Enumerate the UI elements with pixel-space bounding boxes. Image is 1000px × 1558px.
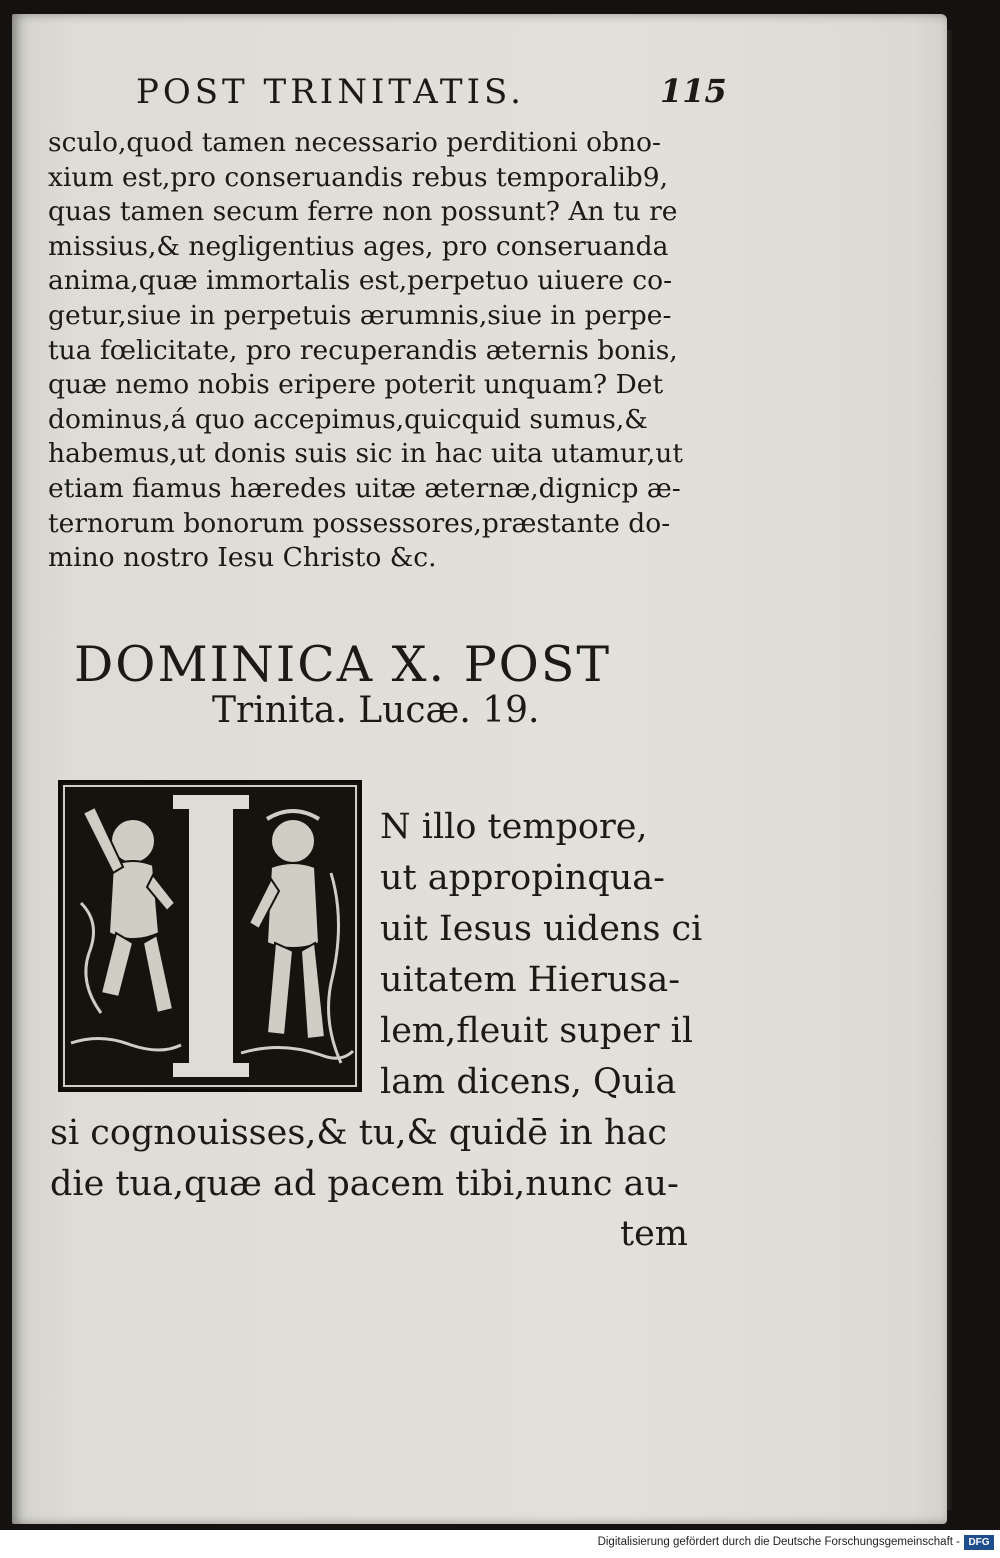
text-line: getur,siue in perpetuis ærumnis,siue in perpe-	[48, 299, 672, 331]
dfg-logo-icon: DFG	[964, 1535, 994, 1550]
text-line: N illo tempore,	[380, 807, 648, 847]
text-line: lam dicens, Quia	[380, 1062, 677, 1102]
text-line: ternorum bonorum possessores,præstante do-	[48, 507, 671, 539]
running-head: POST TRINITATIS.	[136, 72, 525, 112]
text-line: etiam fiamus hæredes uitæ æternæ,dignicp æ-	[48, 472, 681, 504]
text-line: xium est,pro conseruandis rebus temporalib9,	[48, 161, 669, 193]
decorated-initial	[58, 780, 362, 1092]
footer	[0, 1530, 1000, 1558]
text-line: lem,fleuit super il	[380, 1011, 694, 1051]
paragraph-continuation	[50, 1108, 679, 1210]
section-subheading: Trinita. Lucæ. 19.	[212, 690, 540, 731]
text-line: missius,& negligentius ages, pro conseruanda	[48, 230, 669, 262]
section-heading: DOMINICA X. POST	[74, 636, 612, 693]
page-number: 115	[660, 72, 727, 110]
catchword: tem	[620, 1214, 688, 1254]
text-line: uitatem Hierusa-	[380, 960, 681, 1000]
text-line: mino nostro Iesu Christo &c.	[48, 542, 437, 574]
text-line: habemus,ut donis suis sic in hac uita utamur,ut	[48, 438, 683, 470]
woodcut-illustration-icon	[61, 783, 359, 1089]
text-line: die tua,quæ ad pacem tibi,nunc au-	[50, 1164, 679, 1204]
text-line: sculo,quod tamen necessario perditioni obno-	[48, 127, 661, 158]
text-line: ut appropinqua-	[380, 858, 665, 898]
body-text	[48, 126, 708, 576]
text-line: quas tamen secum ferre non possunt? An tu re	[48, 196, 678, 228]
text-line: anima,quæ immortalis est,perpetuo uiuere co-	[48, 265, 673, 297]
text-line: quæ nemo nobis eripere poterit unquam? Det	[48, 369, 664, 401]
funding-credit: Digitalisierung gefördert durch die Deutsche Forschungsgemeinschaft -	[597, 1536, 960, 1548]
text-line: tua fœlicitate, pro recuperandis æternis bonis,	[48, 334, 678, 366]
text-line: uit Iesus uidens ci	[380, 909, 703, 949]
text-line: si cognouisses,& tu,& quidē in hac	[50, 1113, 667, 1153]
paragraph-beside-initial	[380, 802, 702, 1108]
text-line: dominus,á quo accepimus,quicquid sumus,&	[48, 403, 648, 435]
